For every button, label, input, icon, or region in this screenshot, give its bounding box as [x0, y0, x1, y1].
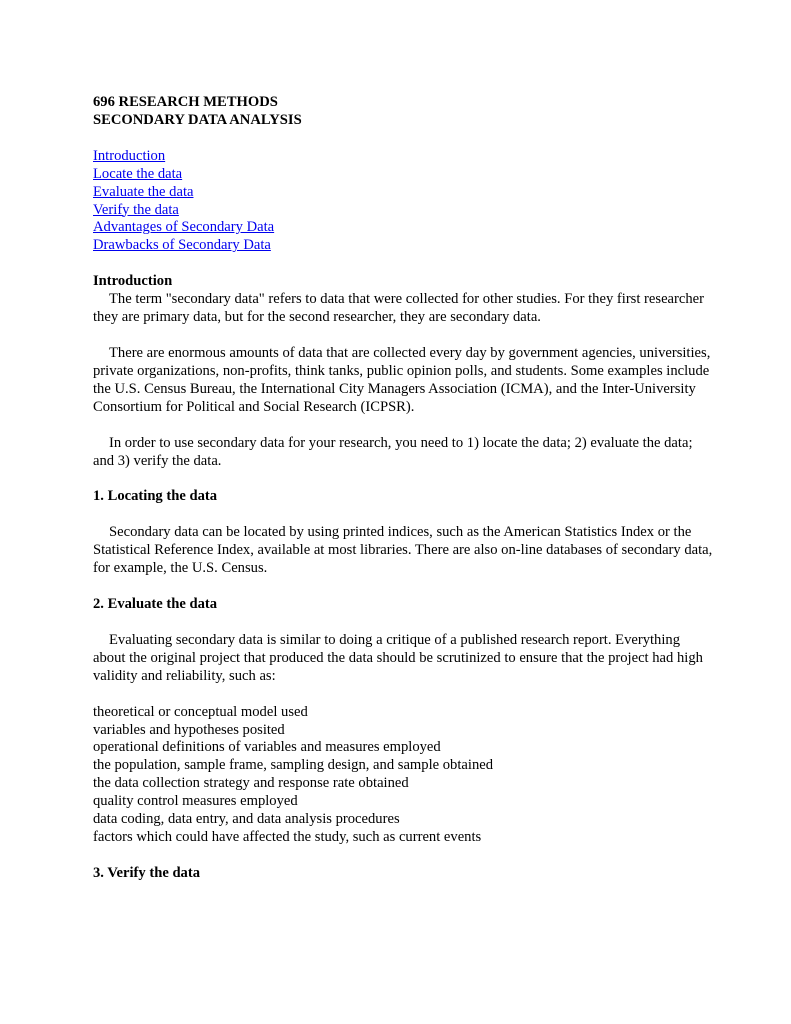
evaluation-criteria-list [93, 704, 713, 847]
title-line-topic: SECONDARY DATA ANALYSIS [93, 111, 302, 128]
spacer [93, 417, 713, 435]
spacer [93, 506, 713, 524]
spacer [93, 614, 713, 632]
list-item: quality control measures employed [93, 793, 298, 810]
intro-paragraph-2: There are enormous amounts of data that are collected every day by government agencies, universities, private organizations, non-profits, think tanks, public opinion polls, and students. Some examples include the U.S. Census Bureau, the International City Managers Association (ICMA), and the Inter-University Consortium for Political and Social Research (ICPSR). [93, 344, 711, 415]
toc-link-drawbacks[interactable]: Drawbacks of Secondary Data [93, 237, 271, 254]
spacer [93, 686, 713, 704]
document-title [93, 94, 713, 130]
list-item: factors which could have affected the study, such as current events [93, 829, 482, 845]
list-item: the population, sample frame, sampling design, and sample obtained [93, 757, 494, 774]
evaluate-paragraph-1: Evaluating secondary data is similar to doing a critique of a published research report. Everything about the original project that produced the data should be scrutinized to ensure that the project had high validity and reliability, such as: [93, 631, 703, 684]
spacer [93, 470, 713, 488]
list-item: data coding, data entry, and data analysis procedures [93, 811, 400, 828]
intro-paragraph-1: The term "secondary data" refers to data that were collected for other studies. For they first researcher they are primary data, but for the second researcher, they are secondary data. [93, 291, 705, 326]
toc-link-evaluate-data[interactable]: Evaluate the data [93, 183, 194, 200]
table-of-contents [93, 148, 713, 255]
section-heading-evaluate: 2. Evaluate the data [93, 596, 218, 613]
toc-link-locate-data[interactable]: Locate the data [93, 165, 183, 182]
list-item: variables and hypotheses posited [93, 721, 285, 738]
locating-paragraph-1: Secondary data can be located by using printed indices, such as the American Statistics Index or the Statistical Reference Index, available at most libraries. There are also on-line databases of secondary data, for example, the U.S. Census. [93, 524, 713, 577]
toc-link-verify-data[interactable]: Verify the data [93, 201, 179, 218]
section-heading-verify: 3. Verify the data [93, 864, 201, 881]
document-body [93, 94, 713, 883]
toc-link-advantages[interactable]: Advantages of Secondary Data [93, 219, 275, 236]
toc-link-introduction[interactable]: Introduction [93, 147, 166, 164]
spacer [93, 327, 713, 345]
section-heading-introduction: Introduction [93, 273, 173, 290]
spacer [93, 578, 713, 596]
spacer [93, 255, 713, 273]
list-item: operational definitions of variables and measures employed [93, 739, 441, 756]
list-item: theoretical or conceptual model used [93, 703, 308, 720]
spacer [93, 847, 713, 865]
section-heading-locating: 1. Locating the data [93, 488, 218, 505]
intro-paragraph-3: In order to use secondary data for your research, you need to 1) locate the data; 2) evaluate the data; and 3) verify the data. [93, 434, 693, 469]
list-item: the data collection strategy and response rate obtained [93, 775, 409, 792]
title-line-course: 696 RESEARCH METHODS [93, 94, 278, 110]
